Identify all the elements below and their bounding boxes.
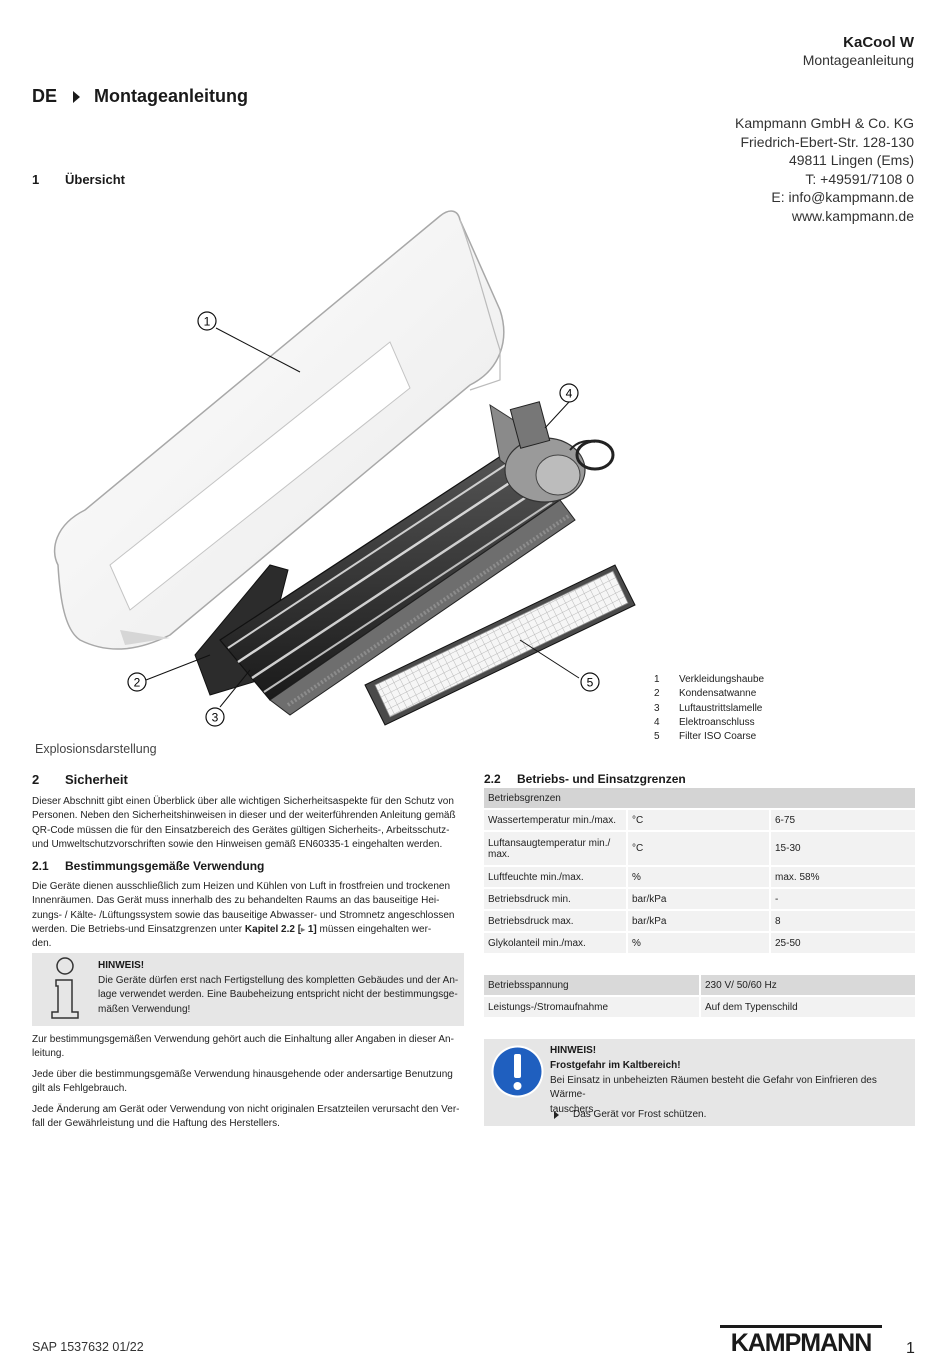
callout-4 [560, 384, 578, 402]
section-number: 2.1 [32, 859, 49, 873]
section-number: 1 [32, 172, 40, 187]
document-number: SAP 1537632 01/22 [32, 1340, 144, 1354]
product-name: KaCool W [843, 34, 914, 51]
section-2-intro: Dieser Abschnitt gibt einen Überblick über alle wichtigen Sicherheitsaspekte für den Schutz von Personen. Neben den Sicherheitshinweisen in dieser und der weiterführenden Anleitung gemäß QR-Code müssen die für den Einsatzbereich des Gerätes gültigen Sicherheits-, Arbeitsschutz- und Umweltschutzvorschriften sowie den Hinweisen gemäß EN60335-1 eingehalten werden. [32, 796, 456, 850]
warning-exclamation-icon [490, 1044, 545, 1099]
document-type: Montageanleitung [802, 52, 914, 68]
legend-item: 5 Filter ISO Coarse [654, 731, 757, 743]
paragraph: Jede Änderung am Gerät oder Verwendung von nicht originalen Ersatzteilen verursacht den Ver- fall der Gewährleistung und die Haftung des Herstellers. [32, 1104, 460, 1130]
section-number: 2 [32, 772, 40, 787]
notice-title: HINWEIS! [98, 960, 145, 971]
section-title: Betriebs- und Einsatzgrenzen [517, 772, 686, 786]
callout-2-label: 2 [133, 675, 141, 690]
table-row: Leistungs-/Stromaufnahme Auf dem Typenschild [484, 996, 915, 1018]
page-title [32, 86, 248, 107]
street: Friedrich-Ebert-Str. 128-130 [740, 133, 914, 150]
paragraph: Zur bestimmungsgemäßen Verwendung gehört auch die Einhaltung aller Angaben in dieser An- leitung. [32, 1034, 454, 1060]
legend-item: 1 Verkleidungshaube [654, 674, 765, 685]
table-row: Betriebsspannung 230 V/ 50/60 Hz [484, 975, 915, 996]
callout-1-label: 1 [203, 314, 211, 329]
warning-subtitle: Frostgefahr im Kaltbereich! [550, 1060, 681, 1071]
notice-text: Die Geräte dürfen erst nach Fertigstellung des kompletten Gebäudes und der An- lage verwendet werden. Eine Baubeheizung entspricht nicht der bestimmungsge- mäßen Verwendung! [98, 975, 459, 1015]
power-table [484, 975, 915, 1019]
legend-item: 4 Elektroanschluss [654, 716, 755, 728]
legend-item: 3 Luftaustrittslamelle [654, 702, 763, 714]
table-row: Betriebsdruck max. bar/kPa 8 [484, 910, 915, 932]
section-title: Sicherheit [65, 772, 128, 787]
exploded-view-figure [30, 200, 650, 740]
table-header-row [484, 788, 915, 809]
language-code: DE [32, 86, 58, 106]
figure-caption: Explosionsdarstellung [35, 742, 157, 756]
table-row: Wassertemperatur min./max. °C 6-75 [484, 809, 915, 831]
section-number: 2.2 [484, 772, 501, 786]
legend-item: 2 Kondensatwanne [654, 688, 757, 700]
section-2-heading [32, 772, 128, 787]
frost-warning-box [484, 1039, 915, 1126]
company-name: Kampmann GmbH & Co. KG [735, 115, 914, 131]
email: E: info@kampmann.de [771, 189, 914, 205]
callout-5-label: 5 [586, 675, 594, 690]
arrow-right-icon: ▸ [301, 924, 306, 934]
table-header: Betriebsgrenzen [484, 788, 915, 809]
warning-title: HINWEIS! [550, 1045, 597, 1056]
triangle-right-icon [73, 91, 80, 103]
chapter-link[interactable]: Kapitel 2.2 [▸ 1] [244, 923, 317, 935]
operating-limits-table [484, 788, 915, 955]
warning-text: Bei Einsatz in unbeheizten Räumen besteht die Gefahr von Einfrieren des Wärme- tauschers. [550, 1075, 877, 1115]
info-icon [48, 956, 82, 1020]
title-text: Montageanleitung [94, 86, 249, 106]
table-row: Luftfeuchte min./max. % max. 58% [484, 866, 915, 888]
info-notice-box [32, 953, 464, 1026]
callout-1 [198, 312, 216, 330]
table-row: Luftansaugtemperatur min./ max. °C 15-30 [484, 831, 915, 866]
section-2-1-heading [32, 859, 264, 873]
company-address [735, 114, 914, 225]
section-title: Bestimmungsgemäße Verwendung [65, 859, 265, 873]
callout-3-label: 3 [211, 710, 219, 725]
section-2-2-heading [484, 772, 686, 786]
callout-3 [206, 708, 224, 726]
website: www.kampmann.de [791, 207, 914, 224]
bullet-arrow-icon [554, 1111, 559, 1119]
table-row: Glykolanteil min./max. % 25-50 [484, 932, 915, 954]
callout-5 [581, 673, 599, 691]
city: 49811 Lingen (Ems) [788, 152, 914, 168]
warning-action: Das Gerät vor Frost schützen. [554, 1108, 706, 1122]
kampmann-logo [720, 1321, 882, 1353]
phone: T: +49591/7108 0 [805, 170, 914, 187]
page-number: 1 [906, 1340, 915, 1357]
table-row: Betriebsdruck min. bar/kPa - [484, 888, 915, 910]
section-title: Übersicht [65, 172, 125, 187]
callout-4-label: 4 [565, 386, 573, 401]
svg-text:KAMPMANN: KAMPMANN [730, 1329, 872, 1353]
section-1-heading [32, 172, 125, 187]
section-2-1-paragraph: Die Geräte dienen ausschließlich zum Heizen und Kühlen von Luft in frostfreien und trockenen Innenräumen. Das Gerät muss innerhalb des zu behandelten Raums an das bauseitige Hei- zungs- / Kälte- /Lüftungssystem sowie das bauseitige Abwasser- und Stromnetz angeschlossen werden. Die Betriebs-und Einsatzgrenzen unter Kapitel 2.2 [▸ 1] müssen eingehalten wer- den. [32, 881, 455, 950]
paragraph: Jede über die bestimmungsgemäße Verwendung hinausgehende oder andersartige Benutzung gilt als Fehlgebrauch. [32, 1069, 453, 1095]
callout-2 [128, 673, 146, 691]
figure-legend [654, 673, 764, 744]
